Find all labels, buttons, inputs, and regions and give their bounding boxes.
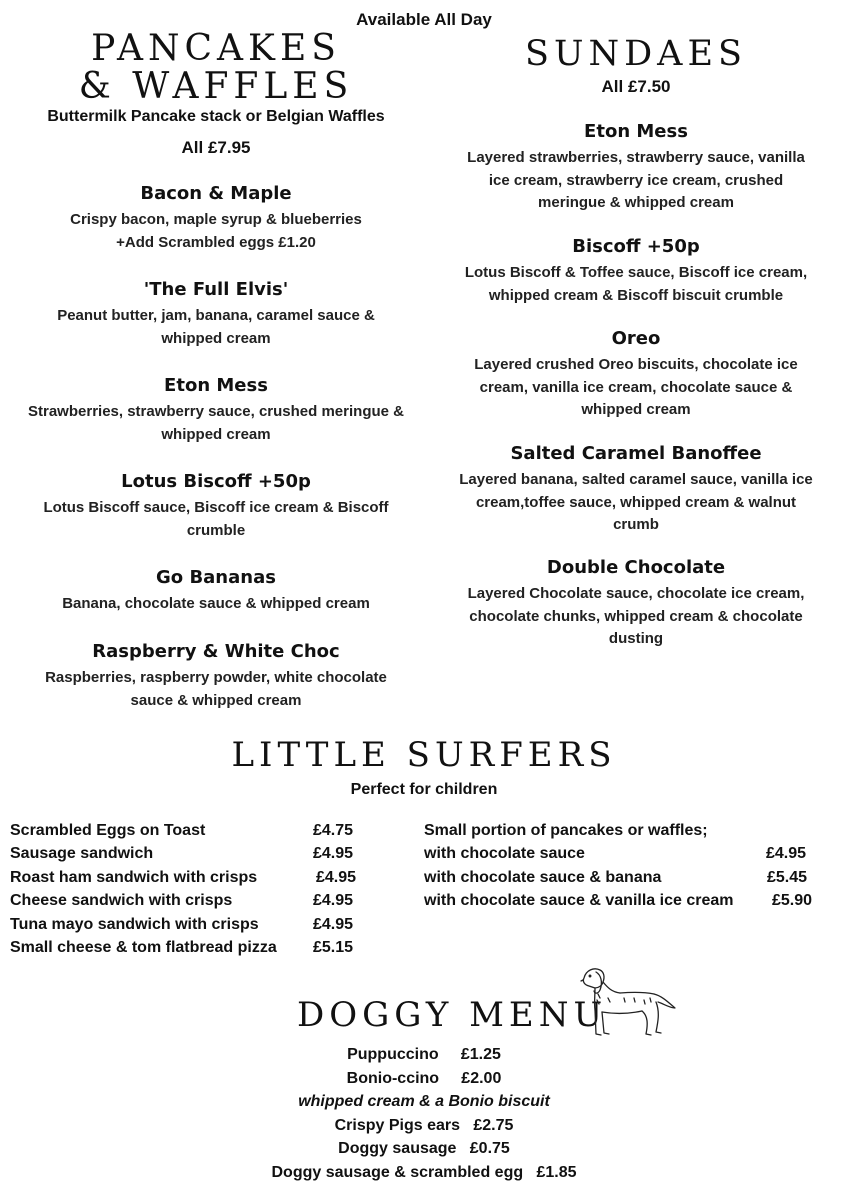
item-name: Eton Mess [584, 121, 688, 142]
kids-item-price: £4.95 [313, 916, 354, 933]
item-desc: crumb [613, 516, 659, 533]
doggy-item: Puppuccino £1.25 [347, 1046, 501, 1063]
doggy-item: Bonio-ccino £2.00 [346, 1070, 502, 1087]
item-desc: +Add Scrambled eggs £1.20 [116, 233, 316, 251]
availability-label: Available All Day [356, 10, 492, 29]
item-desc: Lotus Biscoff sauce, Biscoff ice cream & Biscoff [43, 499, 389, 516]
item-desc: crumble [186, 521, 246, 539]
item-desc: Crispy bacon, maple syrup & blueberries [70, 211, 362, 228]
item-desc: dusting [608, 630, 664, 647]
item-desc: whipped cream [581, 401, 691, 418]
kids-item-price: £4.95 [766, 845, 807, 862]
item-name: Double Chocolate [546, 557, 726, 578]
item-name: Eton Mess [164, 375, 268, 396]
item-name: Lotus Biscoff +50p [121, 471, 311, 492]
kids-item-name: with chocolate sauce & banana [424, 869, 662, 886]
kids-item-name: Scrambled Eggs on Toast [10, 822, 206, 839]
item-desc: Peanut butter, jam, banana, caramel sauce & [57, 307, 375, 324]
pancakes-title-line: PANCAKES [91, 28, 341, 69]
kids-item-price: £4.75 [313, 822, 354, 839]
waffles-title-line: & WAFFLES [78, 66, 354, 107]
item-desc: Layered strawberries, strawberry sauce, vanilla [467, 149, 805, 166]
kids-item-price: £4.95 [313, 845, 354, 862]
doggy-item: Crispy Pigs ears £2.75 [334, 1117, 514, 1134]
kids-item-name: with chocolate sauce & vanilla ice cream [424, 892, 734, 909]
item-desc: ice cream, strawberry ice cream, crushed [488, 171, 784, 189]
item-desc: Lotus Biscoff & Toffee sauce, Biscoff ice cream, [464, 264, 808, 281]
pancakes-subtitle: Buttermilk Pancake stack or Belgian Waffles [47, 108, 385, 125]
item-desc: whipped cream [161, 329, 271, 347]
doggy-item-note: whipped cream & a Bonio biscuit [298, 1093, 550, 1110]
little-surfers-title: LITTLE SURFERS [231, 735, 617, 775]
doggy-item: Doggy sausage & scrambled egg £1.85 [271, 1164, 577, 1181]
kids-item-price: £4.95 [316, 869, 357, 886]
kids-item-name: Cheese sandwich with crisps [10, 892, 233, 909]
sundaes-price: All £7.50 [601, 77, 671, 96]
item-desc: sauce & whipped cream [130, 691, 302, 709]
doggy-menu-title: DOGGY MENU [297, 995, 608, 1035]
item-name: Raspberry & White Choc [92, 641, 340, 662]
item-name: Biscoff +50p [572, 236, 700, 257]
little-surfers-subtitle: Perfect for children [350, 781, 498, 798]
item-name: Go Bananas [156, 567, 276, 588]
kids-item-name: Small cheese & tom flatbread pizza [10, 939, 277, 956]
item-desc: meringue & whipped cream [538, 194, 734, 211]
kids-item-name: Sausage sandwich [10, 845, 154, 862]
item-desc: cream,toffee sauce, whipped cream & walnut [475, 493, 797, 511]
kids-item-price: £4.95 [313, 892, 354, 909]
item-desc: whipped cream & Biscoff biscuit crumble [488, 286, 784, 304]
item-name: Oreo [611, 328, 661, 349]
item-desc: Layered Chocolate sauce, chocolate ice cream, [467, 585, 805, 602]
kids-item-price: £5.90 [772, 892, 813, 909]
kids-item-price: £5.45 [767, 869, 808, 886]
kids-item-price: £5.15 [313, 939, 354, 956]
kids-item-name: with chocolate sauce [424, 845, 585, 862]
kids-pancake-heading: Small portion of pancakes or waffles; [424, 822, 708, 839]
item-name: 'The Full Elvis' [143, 279, 289, 300]
item-desc: Layered crushed Oreo biscuits, chocolate ice [474, 356, 798, 373]
item-desc: Banana, chocolate sauce & whipped cream [62, 595, 370, 612]
kids-item-name: Tuna mayo sandwich with crisps [10, 916, 259, 933]
item-desc: Strawberries, strawberry sauce, crushed meringue & [28, 403, 404, 420]
item-desc: cream, vanilla ice cream, chocolate sauce & [479, 378, 793, 396]
pancakes-price: All £7.95 [181, 138, 251, 157]
kids-item-name: Roast ham sandwich with crisps [10, 869, 258, 886]
item-desc: Raspberries, raspberry powder, white chocolate [45, 669, 387, 686]
item-desc: whipped cream [161, 425, 271, 443]
item-desc: chocolate chunks, whipped cream & chocolate [469, 607, 803, 625]
sundaes-title: SUNDAES [525, 34, 747, 74]
item-name: Bacon & Maple [140, 183, 292, 204]
doggy-item: Doggy sausage £0.75 [338, 1140, 510, 1157]
item-desc: Layered banana, salted caramel sauce, vanilla ice [459, 471, 813, 488]
item-name: Salted Caramel Banoffee [510, 443, 762, 464]
